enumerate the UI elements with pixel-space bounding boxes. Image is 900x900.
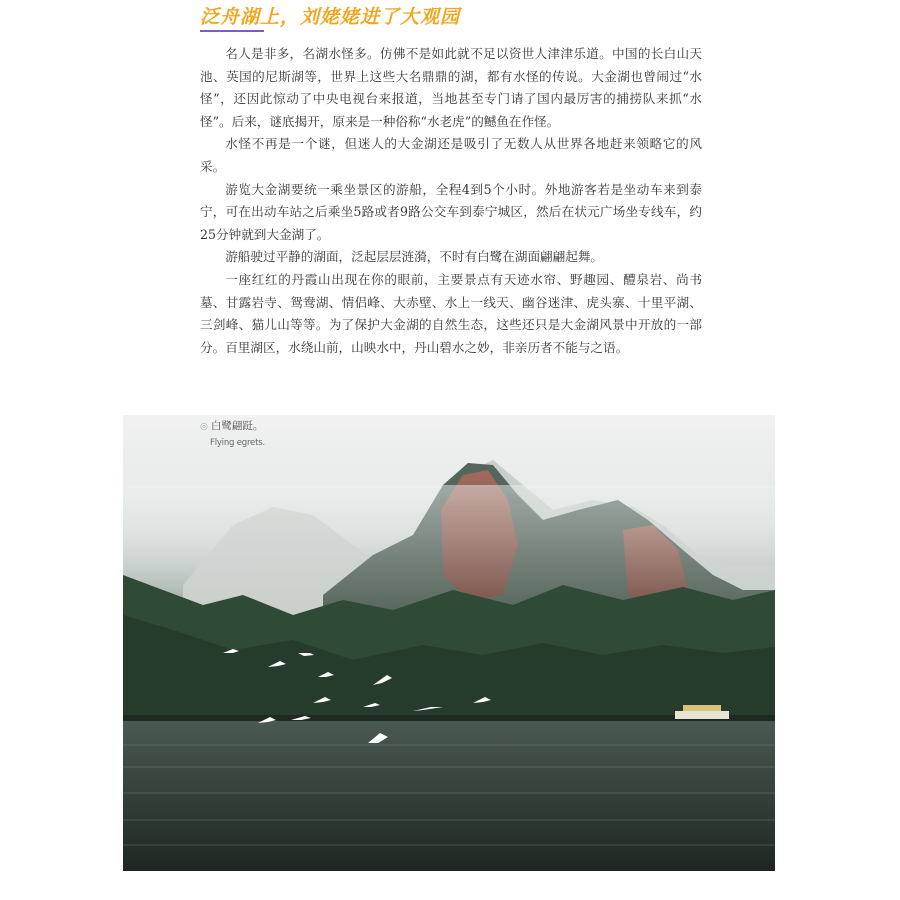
paragraph: 名人是非多，名湖水怪多。仿佛不是如此就不足以资世人津津乐道。中国的长白山天池、英国的尼斯湖等，世界上这些大名鼎鼎的湖，都有水怪的传说。大金湖也曾闹过“水怪”，还因此惊动了中央电视台来报道，当地甚至专门请了国内最厉害的捕捞队来抓“水怪”。后来，谜底揭开，原来是一种俗称“水老虎”的鳡鱼在作怪。 <box>200 46 702 129</box>
caption-chinese: 白鹭翩跹。 <box>210 420 264 432</box>
section-heading: 泛舟湖上，刘姥姥进了大观园 <box>200 6 461 28</box>
paragraph: 水怪不再是一个谜，但迷人的大金湖还是吸引了无数人从世界各地赶来领略它的风采。 <box>200 136 702 174</box>
paragraph: 游览大金湖要统一乘坐景区的游船，全程4到5个小时。外地游客若是坐动车来到泰宁，可在出动车站之后乘坐5路或者9路公交车到泰宁城区，然后在状元广场坐专线车，约25分钟就到大金湖了。 <box>200 181 702 242</box>
lake-photo-illustration <box>123 415 775 871</box>
paragraph: 一座红红的丹霞山出现在你的眼前，主要景点有天迹水帘、野趣园、醴泉岩、尚书墓、甘露岩寺、鸳鸯湖、情侣峰、大赤壁、水上一线天、幽谷迷津、虎头寨、十里平湖、三剑峰、猫儿山等等。为了保护大金湖的自然生态，这些还只是大金湖风景中开放的一部分。百里湖区，水绕山前，山映水中，丹山碧水之妙，非亲历者不能与之语。 <box>200 271 702 355</box>
caption-bullet-icon: ◎ <box>200 422 208 432</box>
paragraph: 游船驶过平静的湖面，泛起层层涟漪，不时有白鹭在湖面翩翩起舞。 <box>225 249 603 265</box>
caption-english: Flying egrets. <box>210 438 265 448</box>
lake-photo <box>123 415 775 871</box>
heading-underline <box>200 30 264 32</box>
photo-caption <box>200 418 265 451</box>
article-body <box>200 43 702 359</box>
